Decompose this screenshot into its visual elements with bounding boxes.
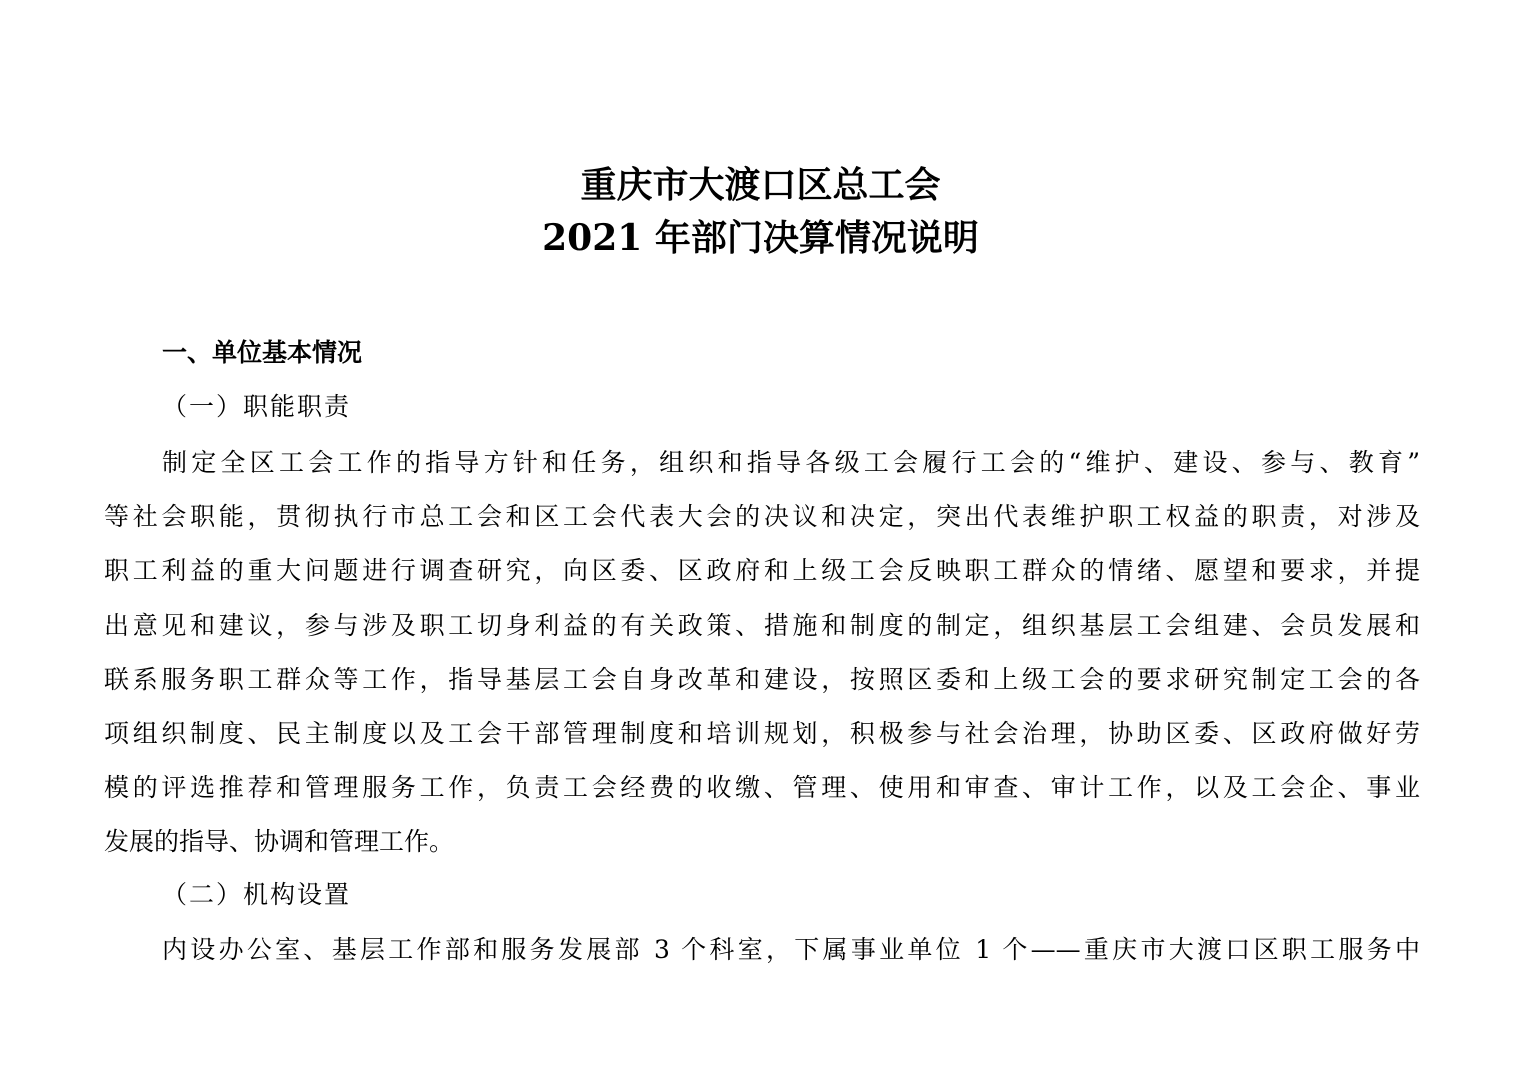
paragraph-line: 制定全区工会工作的指导方针和任务，组织和指导各级工会履行工会的“维护、建设、参与、教育” xyxy=(162,448,1420,477)
paragraph-organization xyxy=(104,923,1420,977)
subsection-heading-organization: （二）机构设置 xyxy=(162,880,352,909)
paragraph-line: 项组织制度、民主制度以及工会干部管理制度和培训规划，积极参与社会治理，协助区委、区政府做好劳 xyxy=(104,719,1420,749)
paragraph-line: 内设办公室、基层工作部和服务发展部 3 个科室，下属事业单位 1 个——重庆市大渡口区职工服务中 xyxy=(162,935,1420,964)
paragraph-line: 职工利益的重大问题进行调查研究，向区委、区政府和上级工会反映职工群众的情绪、愿望和要求，并提 xyxy=(104,556,1420,586)
paragraph-line: 出意见和建议，参与涉及职工切身利益的有关政策、措施和制度的制定，组织基层工会组建、会员发展和 xyxy=(104,610,1420,640)
paragraph-line: 等社会职能，贯彻执行市总工会和区工会代表大会的决议和决定，突出代表维护职工权益的职责，对涉及 xyxy=(104,502,1420,532)
paragraph-duties xyxy=(104,436,1420,870)
document-title-line2: 2021 年部门决算情况说明 xyxy=(542,217,979,259)
paragraph-line: 联系服务职工群众等工作，指导基层工会自身改革和建设，按照区委和上级工会的要求研究制定工会的各 xyxy=(104,664,1420,694)
paragraph-line: 模的评选推荐和管理服务工作，负责工会经费的收缴、管理、使用和审查、审计工作，以及工会企、事业 xyxy=(104,773,1420,803)
subsection-heading-duties: （一）职能职责 xyxy=(162,392,352,421)
section-heading-basic-info: 一、单位基本情况 xyxy=(162,338,363,367)
paragraph-line: 发展的指导、协调和管理工作。 xyxy=(104,827,455,857)
document-title-line1: 重庆市大渡口区总工会 xyxy=(580,164,941,206)
